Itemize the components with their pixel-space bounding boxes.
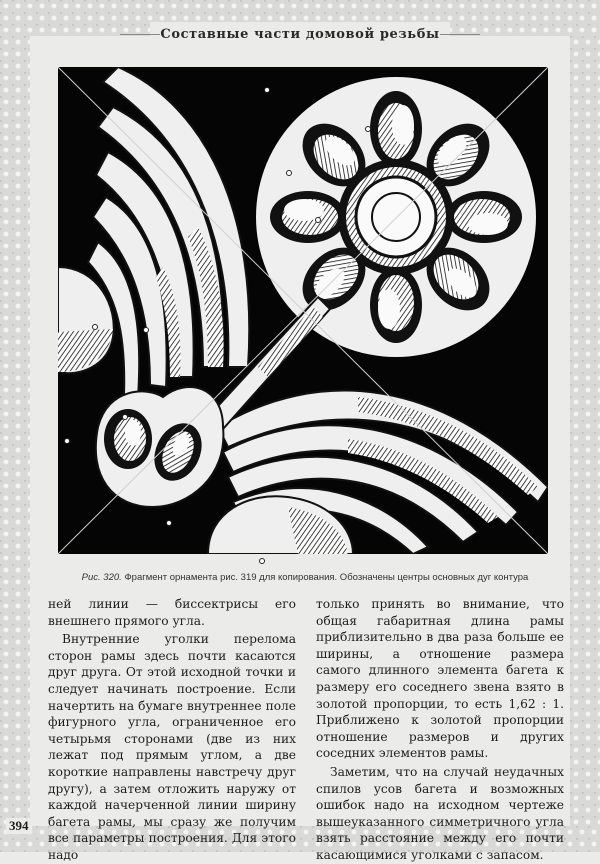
arc-center-marker (92, 324, 98, 330)
paragraph: Заметим, что на случай неудачных спилов усов багета и возможных ошибок надо на исходном чертеже вышеуказанного симметричного угла взять расстояние между его почти касающимися уголками с запасом. (316, 764, 564, 862)
arc-center-marker (365, 126, 371, 132)
figure-caption (60, 571, 550, 585)
running-title: Составные части домовой резьбы (150, 22, 450, 48)
ornament-drawing (58, 67, 548, 554)
right-column (316, 596, 564, 864)
lace-border-right (570, 36, 600, 826)
paragraph: Внутренние уголки перелома сторон рамы здесь почти касаются друг друга. От этой исходной точки и следует начинать построение. Если начертить на бумаге внутреннее поле фигурного угла, ограниченное его четырьмя сторонами (две из них лежат под прямым углом, а две короткие направлены навстречу друг другу), а затем отложить наружу от каждой начерченной линии ширину багета рамы, мы сразу же получим все параметры построения. Для этого надо (48, 632, 296, 862)
arc-center-marker (264, 87, 270, 93)
ornament-figure (58, 67, 548, 554)
arc-center-marker (166, 520, 172, 526)
acanthus-leaves (88, 67, 249, 397)
page-number: 394 (6, 818, 32, 834)
figure-caption-text: Фрагмент орнамента рис. 319 для копирования. Обозначены центры основных дуг контура (124, 572, 529, 583)
stem-hatch (258, 307, 323, 377)
arc-center-marker (315, 217, 321, 223)
bud (96, 387, 224, 507)
arc-center-marker (64, 438, 70, 444)
arc-center-marker (286, 170, 292, 176)
arc-center-marker (259, 558, 265, 564)
left-column (48, 596, 296, 864)
figure-label: Рис. 320. (81, 572, 122, 583)
arc-center-marker (122, 414, 128, 420)
arc-center-marker (143, 327, 149, 333)
lace-border-left (0, 36, 30, 826)
paragraph: только принять во внимание, что общая габаритная длина рамы приблизительно в два раза больше ее ширины, а отношение размера самого длинного элемента багета к размеру его соседнего звена взято в золотой пропорции, то есть 1,62 : 1. Приближено к золотой пропорции отношение размеров и других соседних элементов рамы. (316, 597, 564, 761)
paragraph: ней линии — биссектрисы его внешнего прямого угла. (48, 597, 296, 628)
